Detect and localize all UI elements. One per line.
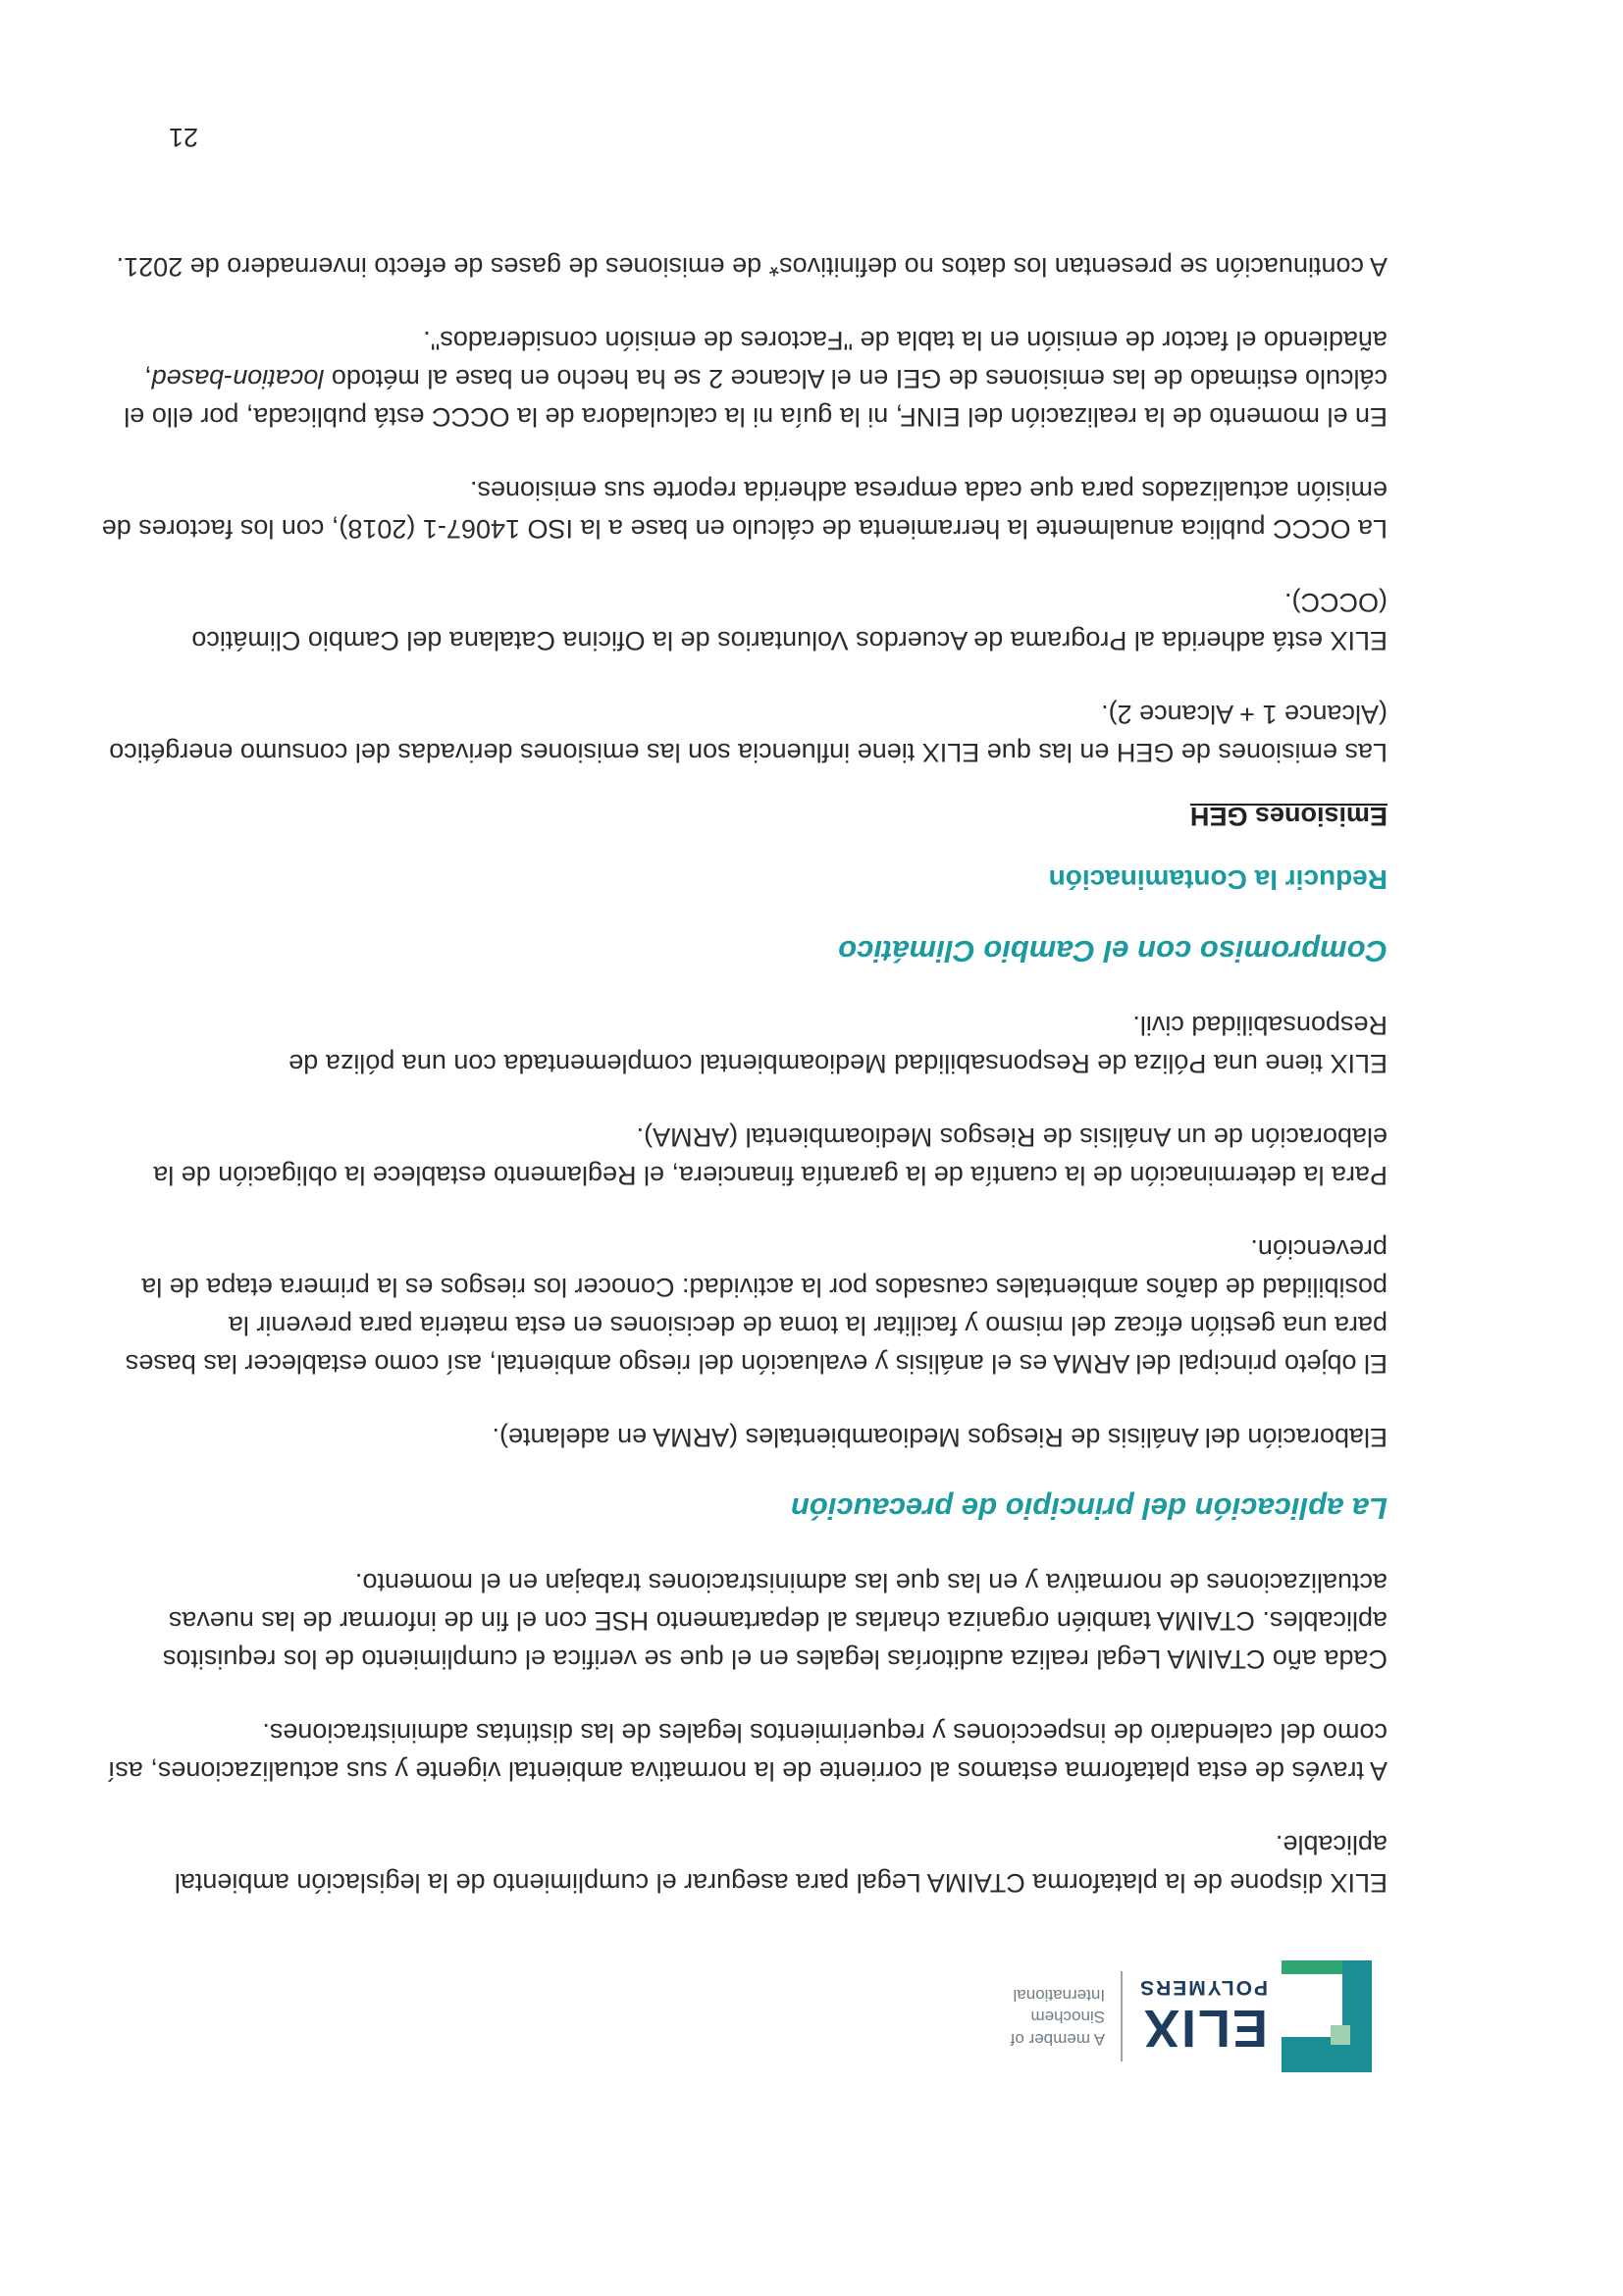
- page-number: 21: [168, 123, 198, 152]
- paragraph-occc-tool: La OCCC publica anualmente la herramienta de cálculo en base a la ISO 14067-1 (2018), con los factores de emisión actualizados para que cada empresa adherida reporte sus emisiones.: [101, 476, 1387, 544]
- paragraph-ghg-scope: Las emisiones de GEH en las que ELIX tiene influencia son las emisiones derivadas del consumo energético (Alcance 1 + Alcance 2).: [109, 700, 1387, 767]
- subheading-pollution: Reducir la Contaminación: [1048, 864, 1387, 895]
- logo-tagline-line3: International: [1013, 1985, 1106, 2005]
- paragraph-emissions-data: A continuación se presentan los datos no definitivos* de emisiones de gases de efecto invernadero de 2021.: [116, 252, 1387, 282]
- logo-product: POLYMERS: [1138, 1976, 1268, 2000]
- company-logo: [1011, 1960, 1372, 2072]
- paragraph-occc-program: ELIX está adherida al Programa de Acuerdos Voluntarios de la Oficina Catalana del Cambio Climático (OCCC).: [191, 588, 1387, 655]
- paragraph-arma-intro: Elaboración del Análisis de Riesgos Medioambientales (ARMA en adelante).: [492, 1423, 1387, 1452]
- page-body: [100, 212, 1387, 1902]
- logo-tagline: [1011, 1983, 1105, 2051]
- section-heading-climate: Compromiso con el Cambio Climático: [838, 934, 1387, 968]
- paragraph-einf-text-a: En el momento de la realización del EINF, ni la guía ni la calculadora de la OCCC está publicada, por ello el cálculo estimado de las emisiones de GEI en el Alcance 2 se ha hecho en base al método: [124, 364, 1387, 432]
- paragraph-financial-guarantee: Para la determinación de la cuantía de la garantía financiera, el Reglamento establece la obligación de la elaboración de un Análisis de Riesgos Medioambiental (ARMA).: [153, 1122, 1387, 1190]
- logo-wordmark: [1138, 1976, 1268, 2059]
- paragraph-arma-objective: El objeto principal del ARMA es el análisis y evaluación del riesgo ambiental, así como establecer las bases para una gestión eficaz del mismo y facilitar la toma de decisiones en esta materia para prevenir la posibilidad de daños ambientales causados por la actividad: Conocer los riesgos es la primera etapa de la prevención.: [125, 1234, 1387, 1379]
- paragraph-legal-audits: Cada año CTAIMA Legal realiza auditorías legales en el que se verifica el cumplimiento de los requisitos aplicables. CTAIMA también organiza charlas al departamento HSE con el fin de informar de las nuevas actualizaciones de normativa y en las que las administraciones trabajan en el momento.: [162, 1568, 1387, 1674]
- logo-divider: [1121, 1971, 1123, 2061]
- section-heading-precaution: La aplicación del principio de precaución: [790, 1491, 1387, 1526]
- subheading-ghg-emissions: Emisiones GEH: [1189, 802, 1387, 831]
- location-based-term: location-based: [151, 364, 325, 393]
- paragraph-insurance-policy: ELIX tiene una Póliza de Responsabilidad Medioambiental complementada con una póliza de Responsabilidad civil.: [288, 1011, 1387, 1078]
- paragraph-ctaima-platform: ELIX dispone de la plataforma CTAIMA Legal para asegurar el cumplimiento de la legislación ambiental aplicable.: [174, 1830, 1387, 1898]
- paragraph-einf-text-c: , añadiendo el factor de emisión en la tabla de "Factores de emisión considerados".: [144, 326, 1387, 393]
- logo-brand: ELIX: [1141, 1999, 1268, 2059]
- logo-mark-icon: [1282, 1960, 1372, 2072]
- logo-tagline-line2: Sinochem: [1030, 2008, 1106, 2027]
- logo-tagline-line1: A member of: [1010, 2030, 1106, 2050]
- paragraph-einf-calculation: [100, 321, 1387, 436]
- paragraph-platform-updates: A través de esta plataforma estamos al corriente de la normativa ambiental vigente y sus actualizaciones, así como del calendario de inspecciones y requerimientos legales de las distintas administraciones.: [107, 1718, 1387, 1786]
